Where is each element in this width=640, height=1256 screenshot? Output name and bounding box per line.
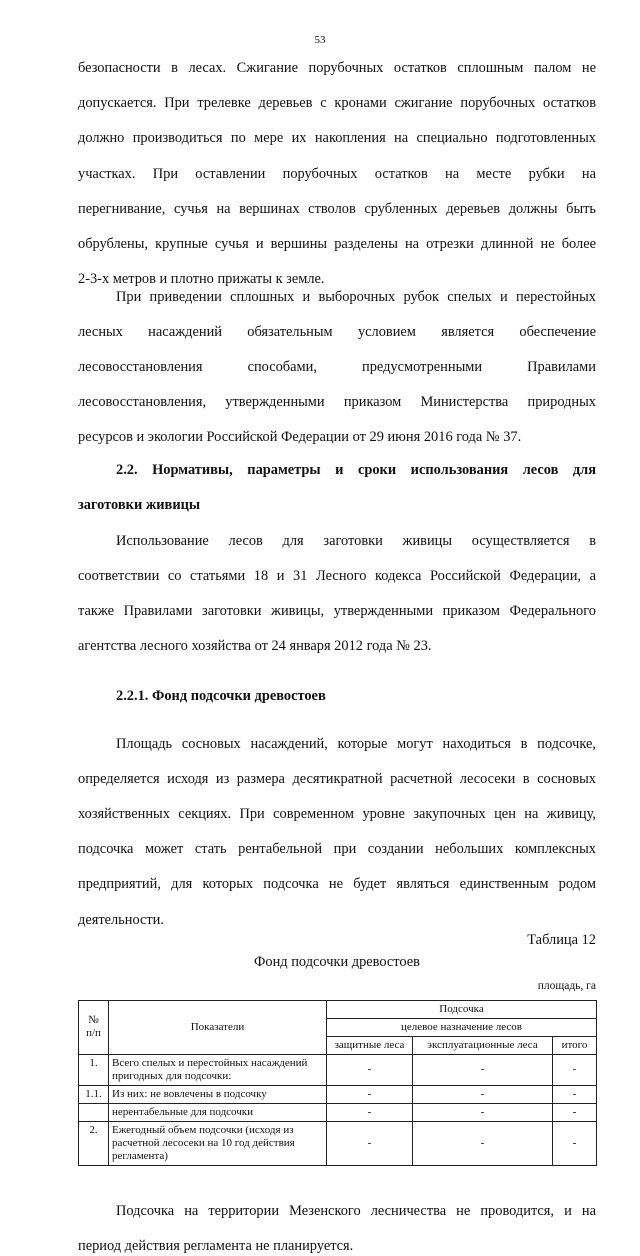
header-production-forests: эксплуатационные леса (413, 1036, 553, 1054)
text-line: период действия регламента не планируется. (78, 1238, 354, 1255)
text-line: подсочка может стать рентабельной при создании небольших комплексных (78, 841, 596, 858)
text-line: участках. При оставлении порубочных остатков на месте рубки на (78, 165, 596, 182)
section-heading-2-2-1: 2.2.1. Фонд подсочки древостоев (116, 688, 326, 704)
document-body (78, 60, 596, 1256)
header-indicator: Показатели (109, 1000, 327, 1054)
row-num: 2. (79, 1121, 109, 1165)
row-value: - (327, 1103, 413, 1121)
row-value: - (553, 1085, 597, 1103)
row-value: - (327, 1054, 413, 1085)
text-line: определяется исходя из размера десятикратной расчетной лесосеки в сосновых (78, 770, 596, 787)
table-row (79, 1103, 597, 1121)
header-forest-purpose: целевое назначение лесов (327, 1018, 597, 1036)
paragraph-mezen-forestry (78, 1203, 596, 1256)
text-line: Подсочка на территории Мезенского лесничества не проводится, и на (116, 1202, 596, 1219)
text-line: лесовосстановления, утвержденными приказом Министерства природных (78, 394, 596, 411)
row-num: 1.1. (79, 1085, 109, 1103)
table-row (79, 1054, 597, 1085)
text-line: 2-3-х метров и плотно прижаты к земле. (78, 271, 325, 288)
paragraph-fire-safety (78, 60, 596, 289)
text-line: ресурсов и экологии Российской Федерации от 29 июня 2016 года № 37. (78, 429, 522, 446)
row-value: - (553, 1103, 597, 1121)
row-num (79, 1103, 109, 1121)
text-line: хозяйственных секциях. При современном уровне закупочных цен на живицу, (78, 805, 596, 822)
row-value: - (553, 1054, 597, 1085)
paragraph-reforestation (78, 289, 596, 447)
header-num: № п/п (79, 1000, 109, 1054)
text-line: лесовосстановления способами, предусмотренными Правилами (78, 359, 596, 376)
text-line: обрублены, крупные сучья и вершины разделены на отрезки длинной не более (78, 235, 596, 252)
row-value: - (413, 1103, 553, 1121)
row-value: - (413, 1121, 553, 1165)
text-line: агентства лесного хозяйства от 24 января 2012 года № 23. (78, 638, 432, 655)
tapping-fund-table (78, 1000, 597, 1166)
table-units: площадь, га (537, 980, 596, 993)
text-line: деятельности. (78, 911, 164, 928)
text-line: допускается. При трелевке деревьев с кронами сжигание порубочных остатков (78, 95, 596, 112)
table-label: Таблица 12 (527, 932, 596, 949)
page-number: 53 (314, 34, 326, 46)
text-line: лесных насаждений обязательным условием является обеспечение (78, 323, 596, 340)
row-value: - (327, 1121, 413, 1165)
heading-line: 2.2. Нормативы, параметры и сроки использования лесов для (116, 462, 596, 479)
row-name: нерентабельные для подсочки (109, 1103, 327, 1121)
text-line: предприятий, для которых подсочка не будет являться единственным родом (78, 876, 596, 893)
row-value: - (413, 1085, 553, 1103)
table-row (79, 1085, 597, 1103)
row-name: Всего спелых и перестойных насаждений пригодных для подсочки: (109, 1054, 327, 1085)
row-name: Из них: не вовлечены в подсочку (109, 1085, 327, 1103)
row-num: 1. (79, 1054, 109, 1085)
section-heading-2-2 (78, 462, 596, 515)
header-total: итого (553, 1036, 597, 1054)
table-title: Фонд подсочки древостоев (254, 953, 420, 970)
text-line: также Правилами заготовки живицы, утвержденными приказом Федерального (78, 603, 596, 620)
row-value: - (553, 1121, 597, 1165)
text-line: Использование лесов для заготовки живицы осуществляется в (116, 532, 596, 549)
text-line: безопасности в лесах. Сжигание порубочных остатков сплошным палом не (78, 60, 596, 76)
text-line: должно производиться по мере их накопления на специально подготовленных (78, 130, 596, 147)
row-value: - (327, 1085, 413, 1103)
row-name: Ежегодный объем подсочки (исходя из расчетной лесосеки на 10 год действия регламента) (109, 1121, 327, 1165)
row-value: - (413, 1054, 553, 1085)
paragraph-tapping-fund (78, 736, 596, 930)
paragraph-resin-use (78, 533, 596, 656)
heading-line: заготовки живицы (78, 497, 201, 514)
text-line: При приведении сплошных и выборочных рубок спелых и перестойных (116, 288, 596, 305)
header-tapping: Подсочка (327, 1000, 597, 1018)
text-line: соответствии со статьями 18 и 31 Лесного кодекса Российской Федерации, а (78, 568, 596, 585)
text-line: перегнивание, сучья на вершинах стволов срубленных деревьев должны быть (78, 200, 596, 217)
text-line: Площадь сосновых насаждений, которые могут находиться в подсочке, (116, 735, 596, 752)
table-row (79, 1121, 597, 1165)
header-protective-forests: защитные леса (327, 1036, 413, 1054)
